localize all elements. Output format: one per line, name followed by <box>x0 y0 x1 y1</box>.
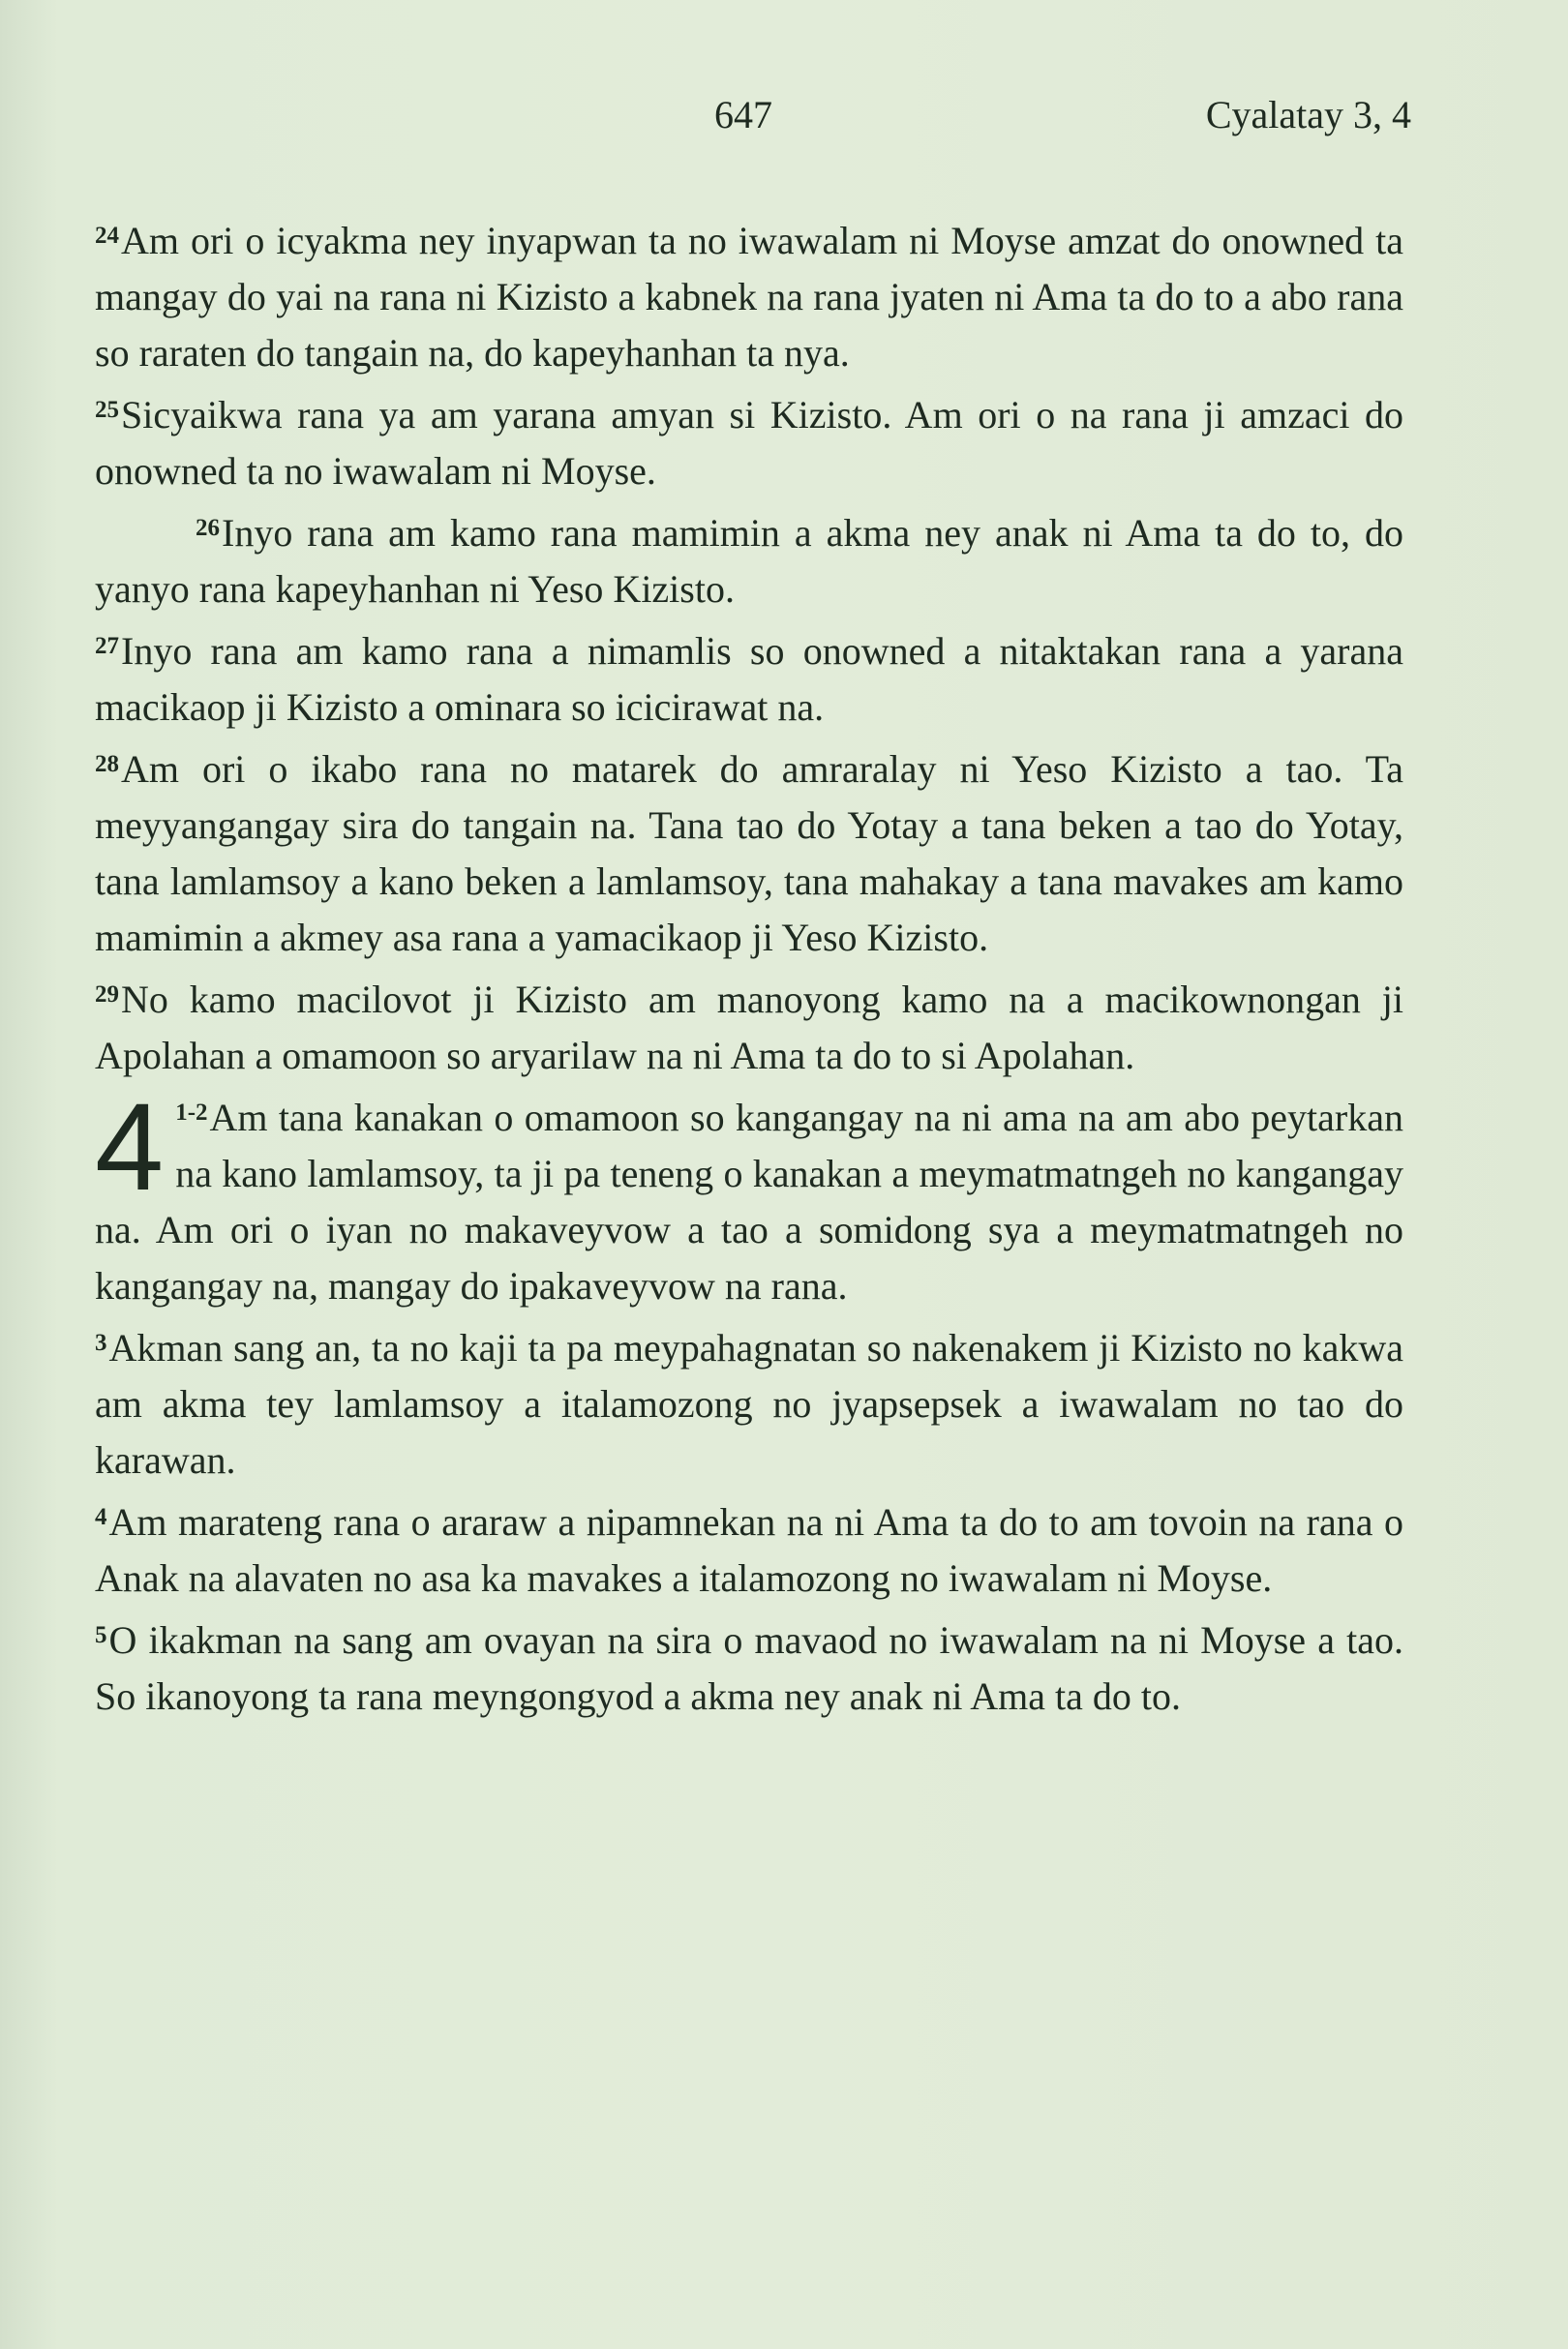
page-number: 647 <box>714 93 772 136</box>
verse-number: 5 <box>95 1622 107 1648</box>
verse-text: O ikakman na sang am ovayan na sira o mavaod no iwawalam na ni Moyse a tao. So ikanoyong ta rana meyngongyod a akma ney anak ni Ama ta do to. <box>95 1618 1403 1718</box>
verse-number: 28 <box>95 751 119 777</box>
verse-text: Sicyaikwa rana ya am yarana amyan si Kizisto. Am ori o na rana ji amzaci do onowned ta no iwawalam ni Moyse. <box>95 393 1403 493</box>
verse-number: 3 <box>95 1330 107 1356</box>
verse-3 <box>95 1320 1403 1489</box>
verse-26 <box>95 505 1403 617</box>
verse-24 <box>95 213 1403 381</box>
verse-25 <box>95 387 1403 499</box>
page-body <box>95 213 1403 1731</box>
verse-29 <box>95 972 1403 1084</box>
chapter-number: 4 <box>95 1078 165 1217</box>
verse-number: 29 <box>95 981 119 1008</box>
verse-27 <box>95 623 1403 736</box>
verse-text: Am ori o icyakma ney inyapwan ta no iwawalam ni Moyse amzat do onowned ta mangay do yai na rana ni Kizisto a kabnek na rana jyaten ni Ama ta do to a abo rana so raraten do tangain na, do kapeyhanhan ta nya. <box>95 219 1403 375</box>
verse-text: Am marateng rana o araraw a nipamnekan na ni Ama ta do to am tovoin na rana o Anak na alavaten no asa ka mavakes a italamozong no iwawalam ni Moyse. <box>95 1500 1403 1600</box>
verse-text: Am ori o ikabo rana no matarek do amraralay ni Yeso Kizisto a tao. Ta meyyangangay sira do tangain na. Tana tao do Yotay a tana beken a tao do Yotay, tana lamlamsoy a kano beken a lamlamsoy, tana mahakay a tana mavakes am kamo mamimin a akmey asa rana a yamacikaop ji Yeso Kizisto. <box>95 747 1403 959</box>
verse-text: Akman sang an, ta no kaji ta pa meypahagnatan so nakenakem ji Kizisto no kakwa am akma tey lamlamsoy a italamozong no jyapsepsek a iwawalam no tao do karawan. <box>95 1326 1403 1482</box>
verse-number: 26 <box>196 515 220 541</box>
verse-4 <box>95 1494 1403 1607</box>
verse-text: Am tana kanakan o omamoon so kangangay na ni ama na am abo peytarkan na kano lamlamsoy, ta ji pa teneng o kanakan a meymatmatngeh no kangangay na. Am ori o iyan no makaveyvow a tao a somidong sya a meymatmatngeh no kangangay na, mangay do ipakaveyvow na rana. <box>95 1096 1403 1308</box>
verse-28 <box>95 741 1403 966</box>
verse-text: Inyo rana am kamo rana a nimamlis so onowned a nitaktakan rana a yarana macikaop ji Kizisto a ominara so icicirawat na. <box>95 629 1403 729</box>
verse-number: 24 <box>95 223 119 249</box>
verse-number: 25 <box>95 397 119 423</box>
verse-5 <box>95 1612 1403 1725</box>
verse-number: 1-2 <box>175 1099 208 1126</box>
verse-number: 27 <box>95 633 119 659</box>
verse-text: No kamo macilovot ji Kizisto am manoyong kamo na a macikownongan ji Apolahan a omamoon so aryarilaw na ni Ama ta do to si Apolahan. <box>95 978 1403 1077</box>
chapter-4-opening <box>95 1078 1403 1314</box>
verse-number: 4 <box>95 1504 107 1530</box>
verse-text: Inyo rana am kamo rana mamimin a akma ney anak ni Ama ta do to, do yanyo rana kapeyhanhan ni Yeso Kizisto. <box>95 511 1403 611</box>
page-header <box>0 92 1568 150</box>
running-head: Cyalatay 3, 4 <box>1205 93 1411 136</box>
